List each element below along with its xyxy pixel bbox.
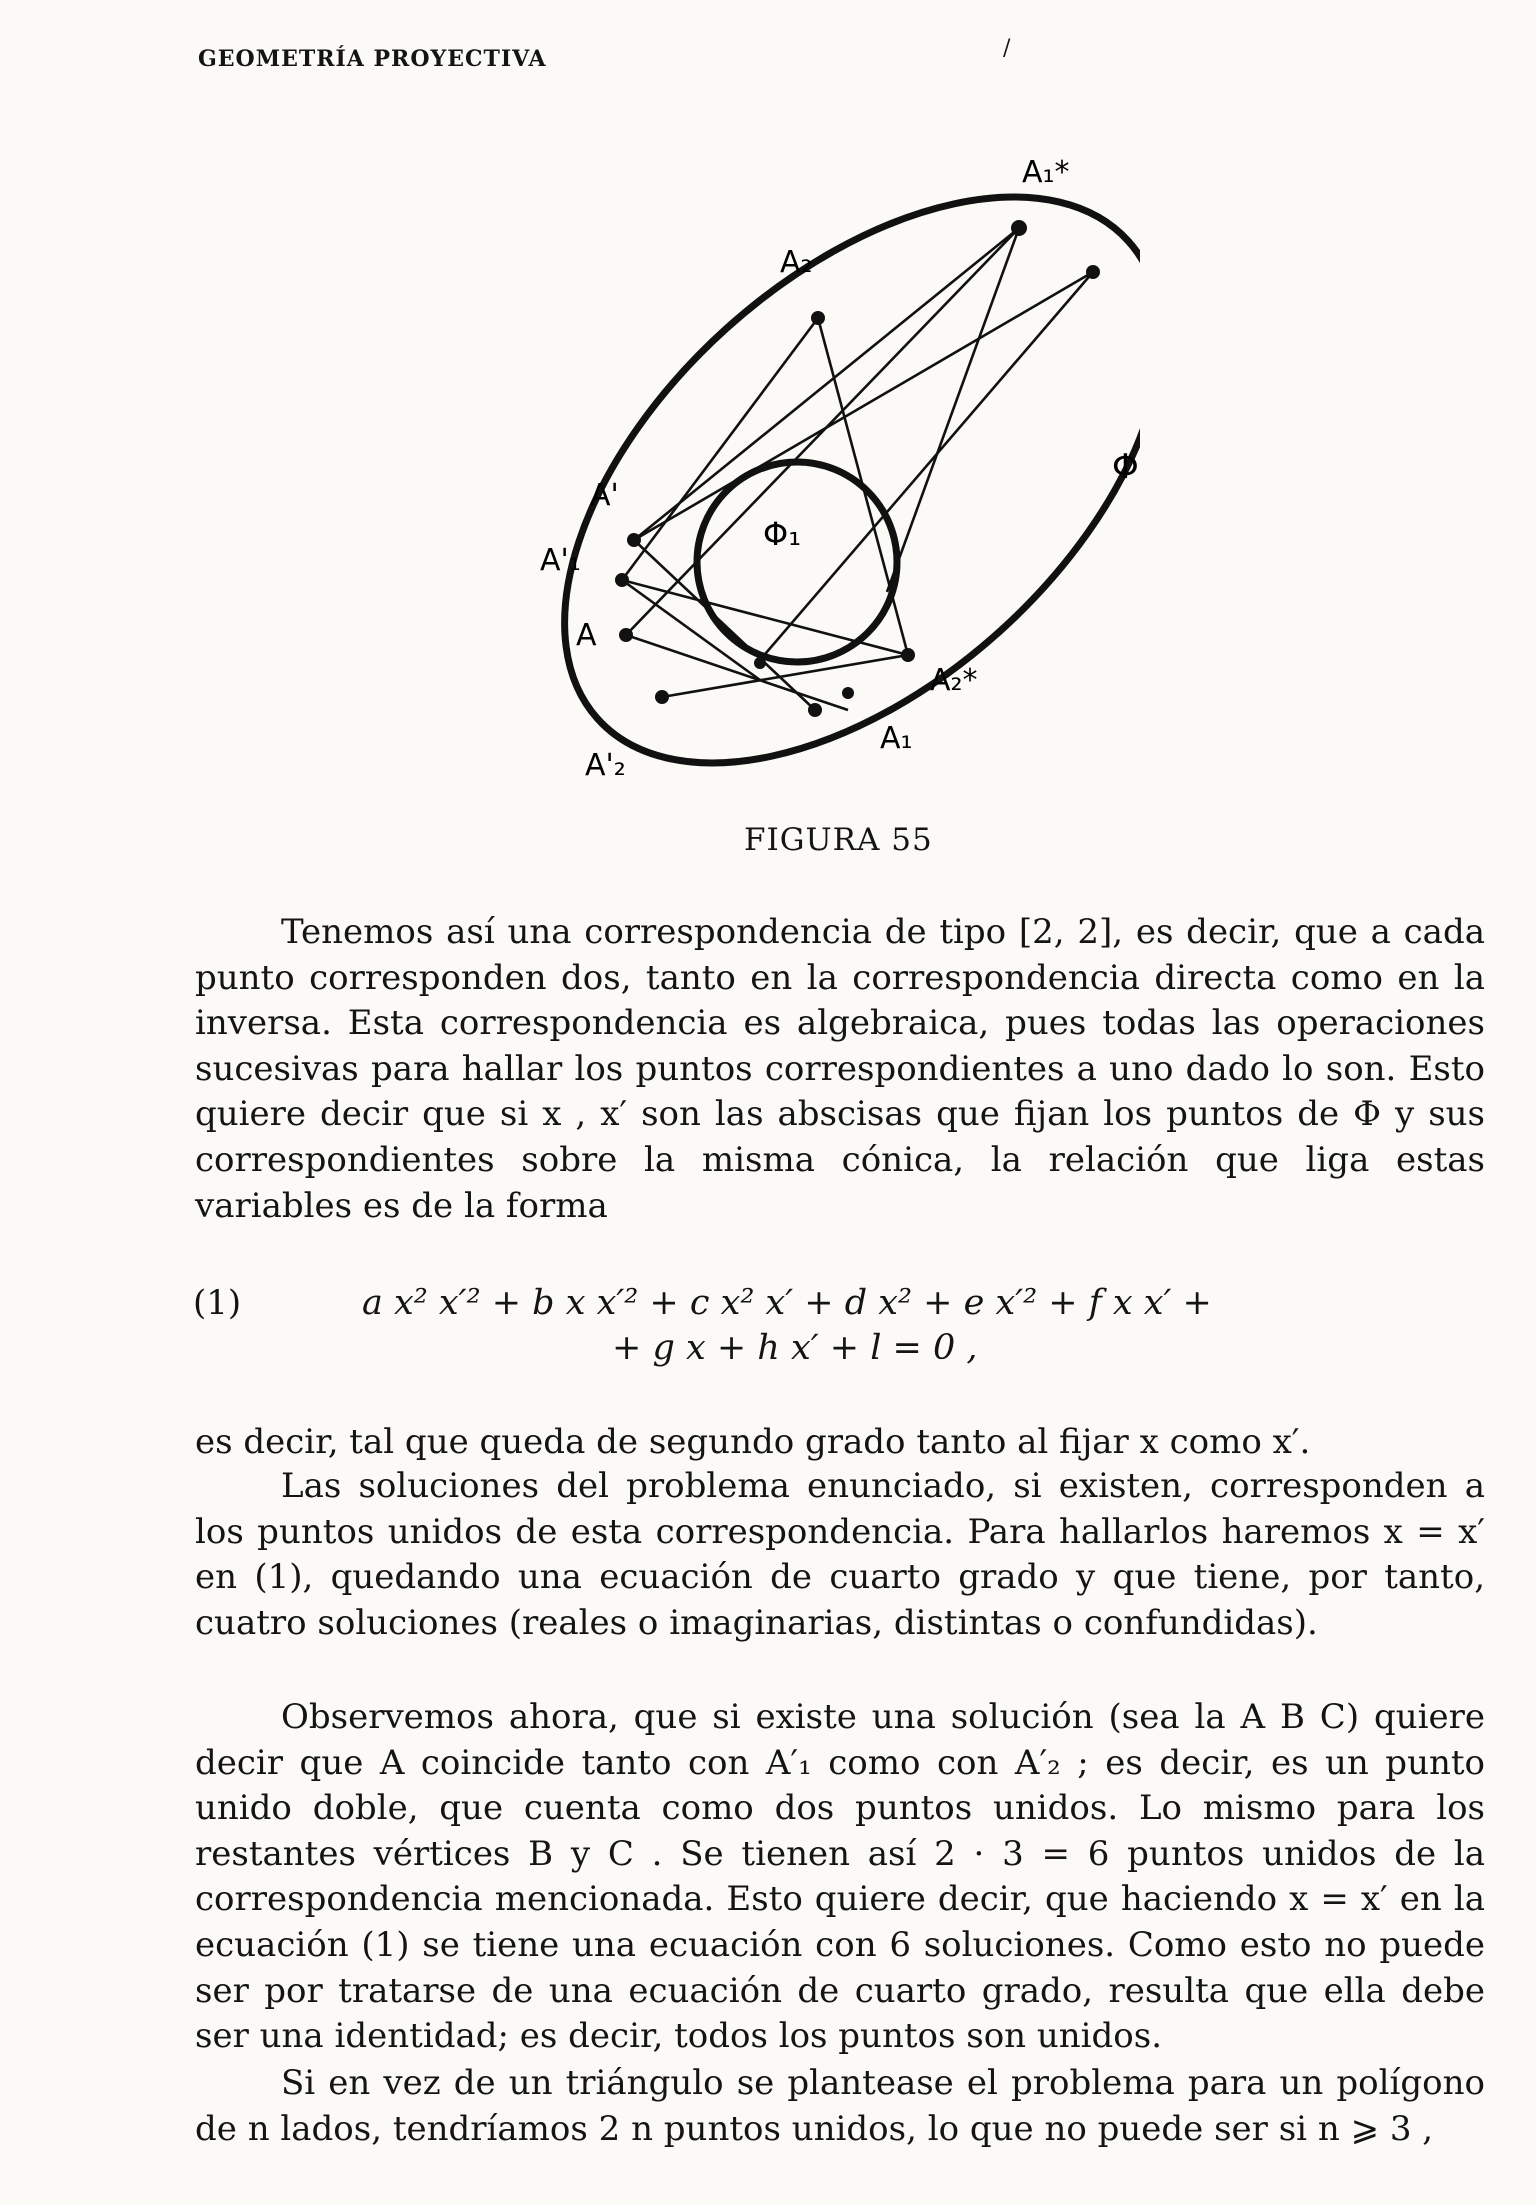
paragraph-second-degree: es decir, tal que queda de segundo grado tanto al fijar x como x′. — [195, 1422, 1311, 1462]
label-phi1: Φ₁ — [763, 515, 802, 553]
label-a2: A₂ — [780, 245, 813, 280]
running-header: GEOMETRÍA PROYECTIVA — [198, 46, 547, 72]
label-a-prime2: A'₂ — [585, 748, 626, 783]
paragraph-correspondence: Tenemos así una correspondencia de tipo [2, 2], es decir, que a cada punto corresponden dos, tanto en la correspondencia directa como en la inversa. Esta correspondencia es algebraica, pues todas las operaciones sucesivas para hallar los puntos correspondientes a uno dado lo son. Esto quiere decir que si x , x′ son las abscisas que fijan los puntos de Φ y sus correspondientes sobre la misma cónica, la relación que liga estas variables es de la forma — [195, 912, 1485, 1226]
margin-mark: / — [1003, 36, 1011, 61]
label-a2-star: A₂* — [930, 663, 978, 698]
figure-55-diagram — [500, 130, 1140, 810]
paragraph-polygon: Si en vez de un triángulo se plantease el problema para un polígono de n lados, tendríamos 2 n puntos unidos, lo que no puede ser si n ⩾ 3 , — [195, 2063, 1485, 2149]
equation-line-1: a x² x′² + b x x′² + c x² x′ + d x² + e x′² + f x x′ + — [362, 1283, 1212, 1323]
label-a-prime1: A'₁ — [540, 543, 581, 578]
label-a1-star: A₁* — [1022, 155, 1070, 190]
paragraph-observation: Observemos ahora, que si existe una solución (sea la A B C) quiere decir que A coincide tanto con A′₁ como con A′₂ ; es decir, es un punto unido doble, que cuenta como dos puntos unidos. Lo mismo para los restantes vértices B y C . Se tienen así 2 · 3 = 6 puntos unidos de la correspondencia mencionada. Esto quiere decir, que haciendo x = x′ en la ecuación (1) se tiene una ecuación con 6 soluciones. Como esto no puede ser por tratarse de una ecuación de cuarto grado, resulta que ella debe ser una identidad; es decir, todos los puntos son unidos. — [195, 1697, 1485, 2057]
paragraph-solutions: Las soluciones del problema enunciado, si existen, corresponden a los puntos unidos de esta correspondencia. Para hallarlos haremos x = x′ en (1), quedando una ecuación de cuarto grado y que tiene, por tanto, cuatro soluciones (reales o imaginarias, distintas o confundidas). — [195, 1466, 1485, 1643]
figure-caption: FIGURA 55 — [744, 822, 933, 858]
label-phi: Φ — [1112, 447, 1139, 487]
equation-number: (1) — [193, 1283, 242, 1323]
equation-line-2: + g x + h x′ + l = 0 , — [612, 1328, 978, 1368]
conic-phi1 — [697, 462, 897, 662]
label-a1: A₁ — [880, 721, 913, 756]
label-a-prime: A' — [590, 478, 619, 513]
label-a: A — [576, 618, 597, 653]
